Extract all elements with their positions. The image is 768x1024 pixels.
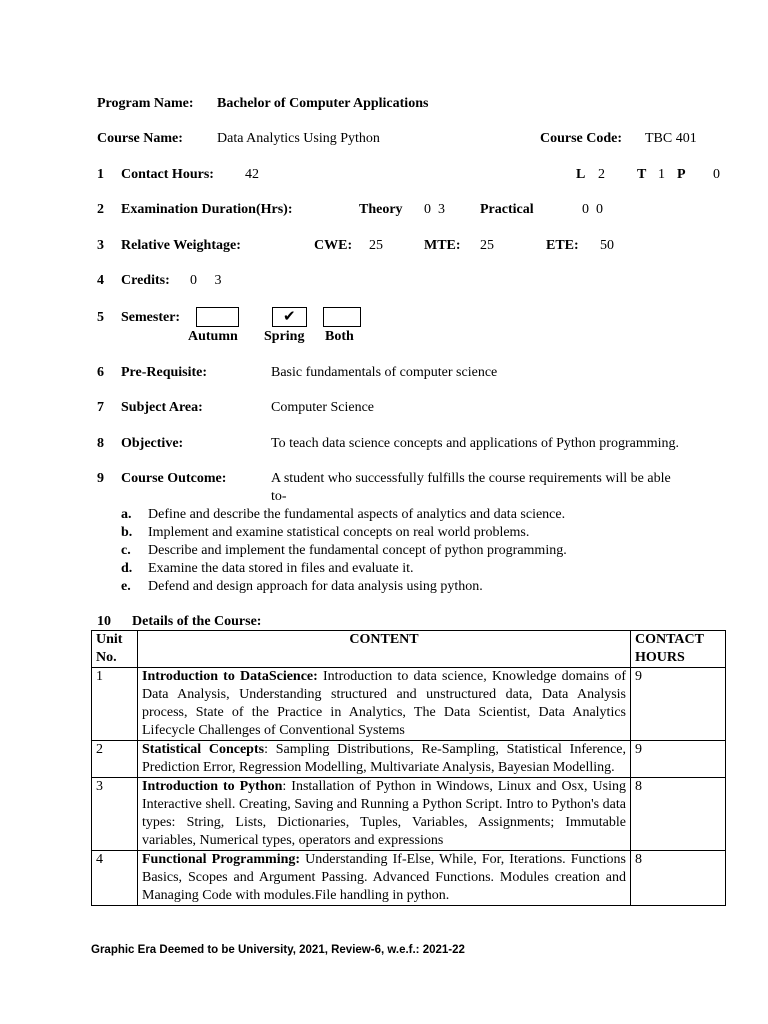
unit-content: Introduction to Python: Installation of Python in Windows, Linux and Osx, Using Interactive shell. Creating, Saving and Running a Python Script. Intro to Python's data types: String, Lists, Dictionaries, Tuples, Variables, Assignments; Immutable variables, Numerical types, operators and expressions [138,778,631,851]
contact-hours-label: Contact Hours: [121,167,214,182]
cwe-label: CWE: [314,238,353,253]
weightage-label: Relative Weightage: [121,238,241,253]
credits-value: 0 3 [190,273,222,288]
ete-label: ETE: [546,238,579,253]
practical-value: 0 [713,167,720,182]
outcome-item: Defend and design approach for data analysis using python. [148,579,483,594]
prerequisite-label: Pre-Requisite: [121,365,208,380]
prerequisite-value: Basic fundamentals of computer science [271,365,498,380]
item-number: 5 [97,310,104,325]
outcome-letter: c. [121,543,131,558]
theory-label: Theory [359,202,403,217]
program-name-value: Bachelor of Computer Applications [217,96,429,111]
course-code-value: TBC 401 [645,131,697,146]
unit-number: 1 [92,668,138,741]
details-label: Details of the Course: [132,614,262,629]
table-row [92,851,726,906]
item-number: 9 [97,471,104,486]
item-number: 3 [97,238,104,253]
outcome-item: Describe and implement the fundamental concept of python programming. [148,543,567,558]
mte-label: MTE: [424,238,461,253]
practical-label: P [677,167,686,182]
outcome-item: Define and describe the fundamental aspects of analytics and data science. [148,507,566,522]
unit-number: 2 [92,741,138,778]
unit-content: Functional Programming: Understanding If-Else, While, For, Iterations. Functions Basics, Scopes and Argument Passing. Advanced Functions. Modules creation and Managing Code with modules.File handling in python. [138,851,631,906]
table-row [92,778,726,851]
unit-content: Introduction to DataScience: Introduction to data science, Knowledge domains of Data Analysis, Understanding structured and unstructured data, Data Analysis process, State of the Practice in Analytics, The Data Scientist, Data Analytics Lifecycle Challenges of Conventional Systems [138,668,631,741]
unit-hours: 8 [631,778,726,851]
outcome-item: Examine the data stored in files and evaluate it. [148,561,414,576]
objective-value: To teach data science concepts and applications of Python programming. [271,436,680,451]
both-label: Both [325,329,354,344]
cwe-value: 25 [369,238,383,253]
credits-label: Credits: [121,273,170,288]
practical-duration-label: Practical [480,202,534,217]
unit-content: Statistical Concepts: Sampling Distributions, Re-Sampling, Statistical Inference, Prediction Error, Regression Modelling, Multivariate Analysis, Bayesian Modelling. [138,741,631,778]
unit-header: Unit No. [92,631,138,668]
course-details-table [91,630,726,906]
exam-duration-label: Examination Duration(Hrs): [121,202,293,217]
content-header: CONTENT [138,631,631,668]
mte-value: 25 [480,238,494,253]
course-outcome-intro: A student who successfully fulfills the course requirements will be able [271,471,671,486]
unit-number: 4 [92,851,138,906]
table-row [92,668,726,741]
semester-label: Semester: [121,310,181,325]
item-number: 10 [97,614,111,629]
course-code-label: Course Code: [540,131,623,146]
outcome-item: Implement and examine statistical concepts on real world problems. [148,525,530,540]
outcome-letter: a. [121,507,132,522]
tutorial-label: T [637,167,647,182]
table-row [92,741,726,778]
outcome-letter: e. [121,579,131,594]
tutorial-value: 1 [658,167,665,182]
item-number: 1 [97,167,104,182]
program-name-label: Program Name: [97,96,194,111]
course-name-label: Course Name: [97,131,183,146]
item-number: 7 [97,400,104,415]
theory-value: 0 3 [424,202,445,217]
lecture-value: 2 [598,167,605,182]
item-number: 4 [97,273,104,288]
page-footer: Graphic Era Deemed to be University, 2021, Review-6, w.e.f.: 2021-22 [91,944,465,956]
course-name-value: Data Analytics Using Python [217,131,380,146]
autumn-checkbox[interactable] [196,307,239,327]
table-header-row [92,631,726,668]
objective-label: Objective: [121,436,184,451]
unit-hours: 9 [631,741,726,778]
both-checkbox[interactable] [323,307,361,327]
item-number: 8 [97,436,104,451]
outcome-letter: d. [121,561,133,576]
hours-header: CONTACT HOURS [631,631,726,668]
item-number: 6 [97,365,104,380]
spring-checkbox[interactable] [272,307,307,327]
course-outcome-intro-cont: to- [271,489,287,504]
checkmark-icon: ✔ [283,307,296,325]
course-outcome-label: Course Outcome: [121,471,227,486]
autumn-label: Autumn [188,329,238,344]
lecture-label: L [576,167,586,182]
subject-area-value: Computer Science [271,400,375,415]
spring-label: Spring [264,329,305,344]
unit-hours: 8 [631,851,726,906]
outcome-letter: b. [121,525,133,540]
unit-number: 3 [92,778,138,851]
ete-value: 50 [600,238,614,253]
contact-hours-value: 42 [245,167,259,182]
subject-area-label: Subject Area: [121,400,203,415]
unit-hours: 9 [631,668,726,741]
practical-duration-value: 0 0 [582,202,603,217]
item-number: 2 [97,202,104,217]
